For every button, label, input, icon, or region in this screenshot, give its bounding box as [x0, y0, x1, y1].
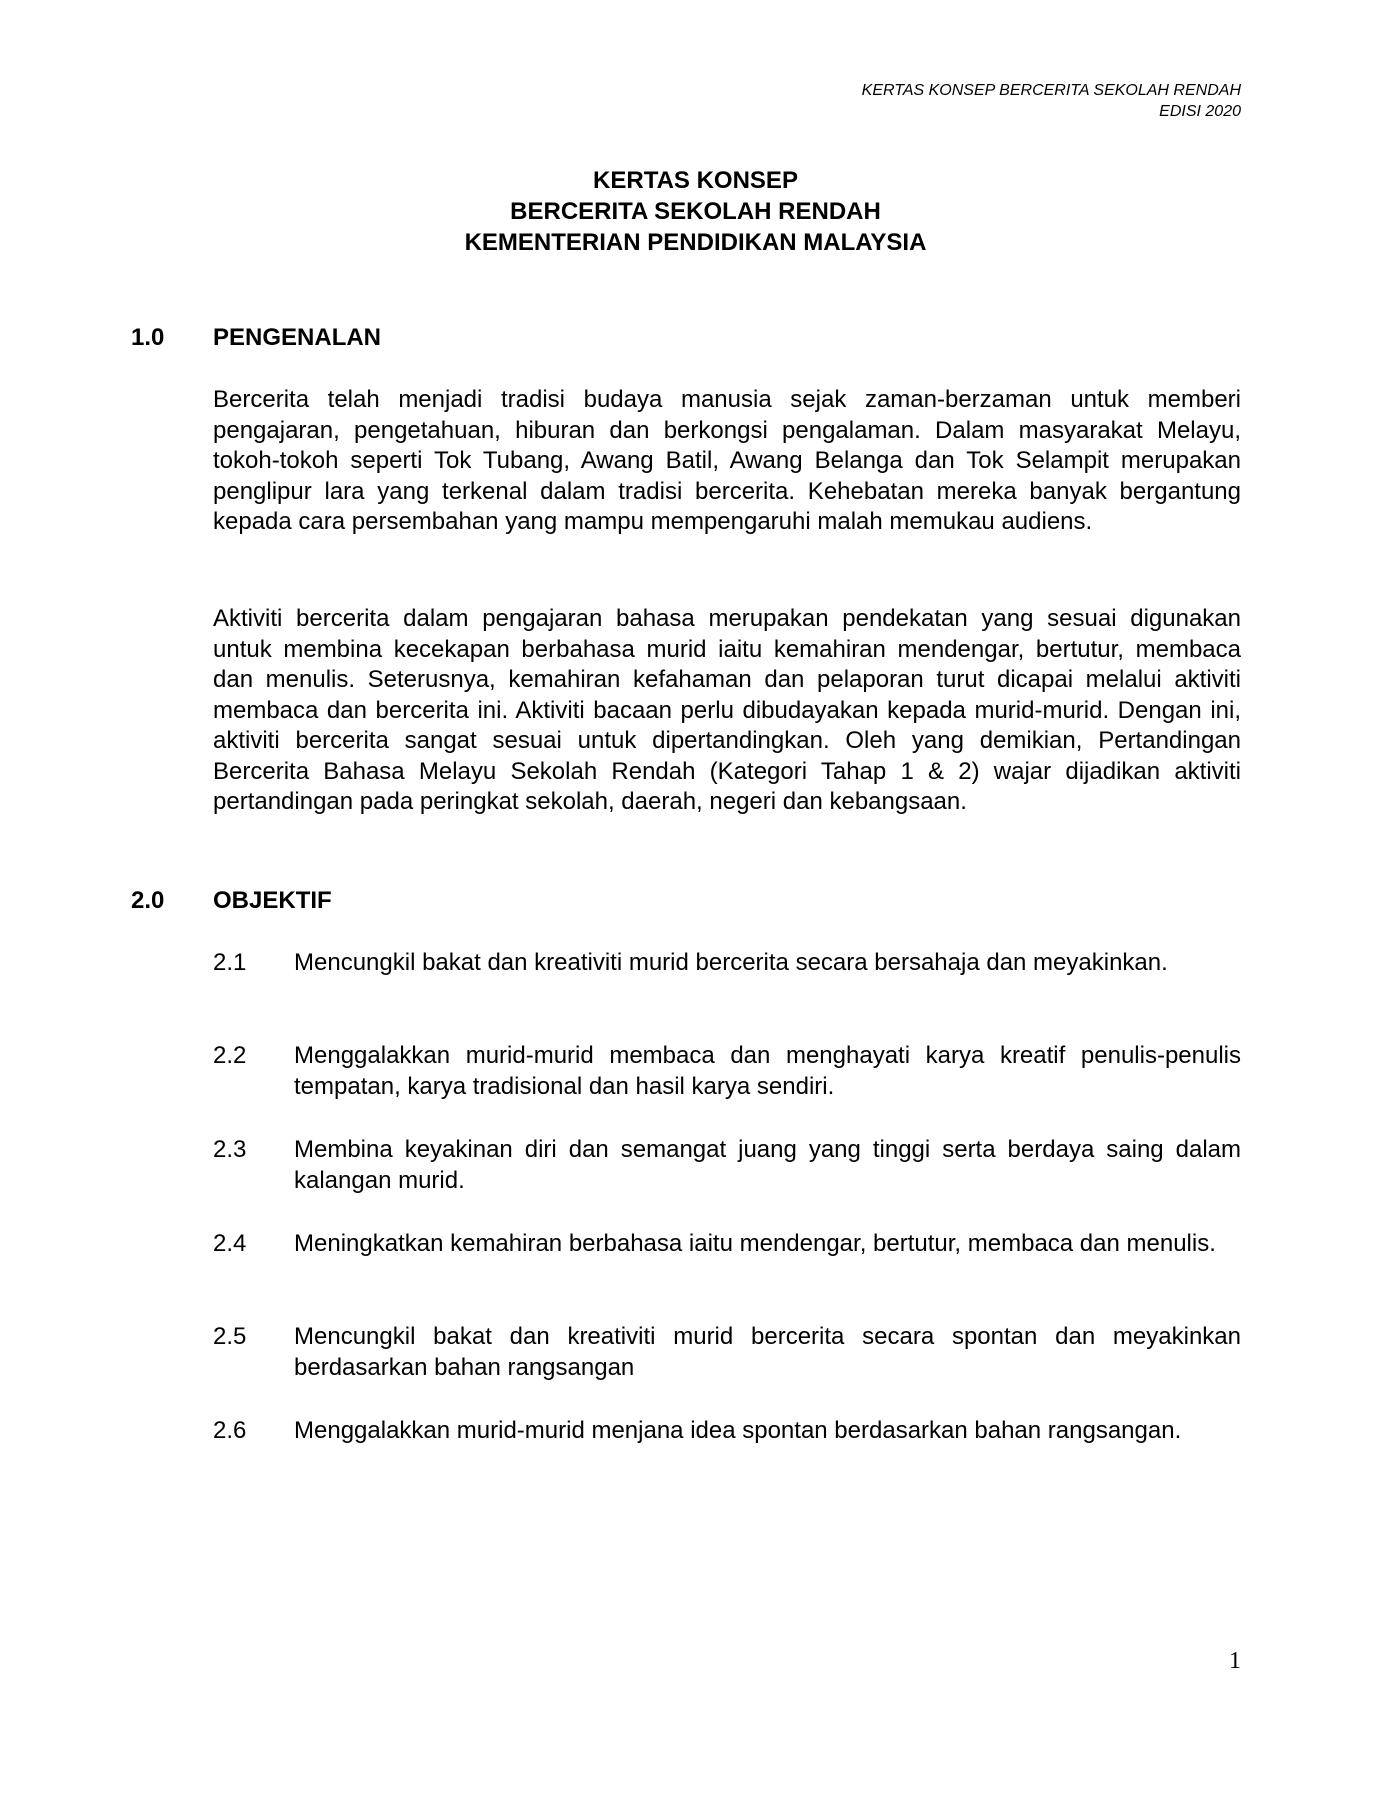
objective-number: 2.1: [213, 949, 247, 976]
running-header: [862, 80, 1241, 122]
intro-paragraph-2: Aktiviti bercerita dalam pengajaran bahasa merupakan pendekatan yang sesuai digunakan untuk membina kecekapan berbahasa murid iaitu kemahiran mendengar, bertutur, membaca dan menulis. Seterusnya, kemahiran kefahaman dan pelaporan turut dicapai melalui aktiviti membaca dan bercerita ini. Aktiviti bacaan perlu dibudayakan kepada murid-murid. Dengan ini, aktiviti bercerita sangat sesuai untuk dipertandingkan. Oleh yang demikian, Pertandingan Bercerita Bahasa Melayu Sekolah Rendah (Kategori Tahap 1 & 2) wajar dijadikan aktiviti pertandingan pada peringkat sekolah, daerah, negeri dan kebangsaan.: [213, 605, 1241, 815]
document-title: [0, 165, 1391, 258]
objective-text: Meningkatkan kemahiran berbahasa iaitu mendengar, bertutur, membaca dan menulis.: [294, 1230, 1216, 1257]
objective-item-2-5: [213, 1322, 1241, 1383]
objective-item-2-3: [213, 1135, 1241, 1196]
section-title: OBJEKTIF: [213, 887, 332, 914]
section-number: 2.0: [131, 887, 165, 914]
running-header-edition: EDISI 2020: [1159, 103, 1241, 120]
objective-text: Menggalakkan murid-murid membaca dan menghayati karya kreatif penulis-penulis tempatan, karya tradisional dan hasil karya sendiri.: [294, 1042, 1241, 1100]
objective-text: Menggalakkan murid-murid menjana idea spontan berdasarkan bahan rangsangan.: [294, 1417, 1182, 1444]
page-number: 1: [1229, 1648, 1241, 1674]
objective-item-2-2: [213, 1041, 1241, 1102]
objective-text: Mencungkil bakat dan kreativiti murid bercerita secara spontan dan meyakinkan berdasarkan bahan rangsangan: [294, 1323, 1241, 1381]
objective-text: Mencungkil bakat dan kreativiti murid bercerita secara bersahaja dan meyakinkan.: [294, 949, 1168, 976]
objective-number: 2.2: [213, 1042, 247, 1069]
title-line-1: KERTAS KONSEP: [593, 167, 798, 194]
intro-paragraph-1: Bercerita telah menjadi tradisi budaya manusia sejak zaman-berzaman untuk memberi pengajaran, pengetahuan, hiburan dan berkongsi pengalaman. Dalam masyarakat Melayu, tokoh-tokoh seperti Tok Tubang, Awang Batil, Awang Belanga dan Tok Selampit merupakan penglipur lara yang terkenal dalam tradisi bercerita. Kehebatan mereka banyak bergantung kepada cara persembahan yang mampu mempengaruhi malah memukau audiens.: [213, 386, 1241, 535]
section-title: PENGENALAN: [213, 324, 382, 351]
section-heading-pengenalan: [131, 323, 381, 353]
objective-number: 2.3: [213, 1136, 247, 1163]
objective-item-2-1: [213, 948, 1241, 979]
objective-number: 2.5: [213, 1323, 247, 1350]
objective-item-2-4: [213, 1229, 1241, 1260]
objective-text: Membina keyakinan diri dan semangat juang yang tinggi serta berdaya saing dalam kalangan murid.: [294, 1136, 1241, 1194]
title-line-2: BERCERITA SEKOLAH RENDAH: [510, 198, 881, 225]
objective-number: 2.4: [213, 1230, 247, 1257]
section-number: 1.0: [131, 324, 165, 351]
objective-item-2-6: [213, 1416, 1241, 1447]
objective-number: 2.6: [213, 1417, 247, 1444]
running-header-title: KERTAS KONSEP BERCERITA SEKOLAH RENDAH: [861, 82, 1241, 99]
title-line-3: KEMENTERIAN PENDIDIKAN MALAYSIA: [464, 229, 927, 256]
section-heading-objektif: [131, 886, 332, 916]
